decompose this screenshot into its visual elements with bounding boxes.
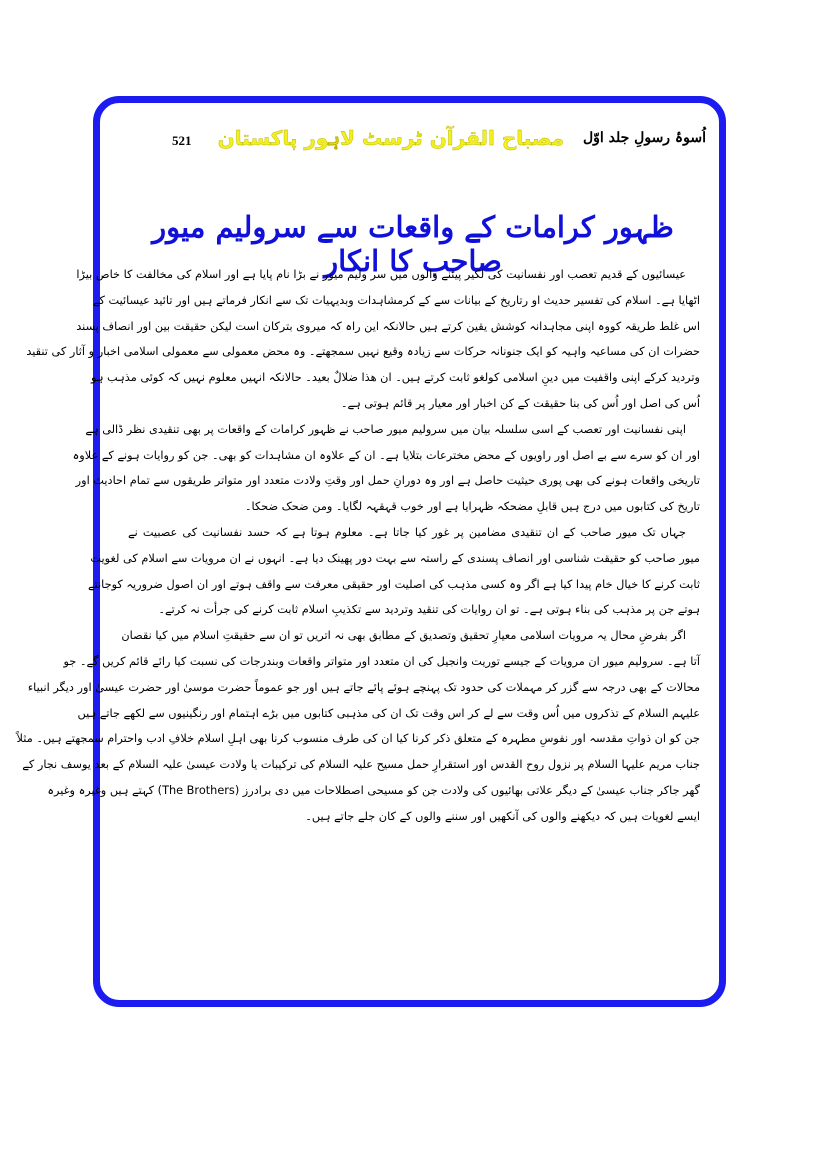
page-number: 521	[172, 133, 192, 148]
text-line: میور صاحب کو حقیقت شناسی اور انصاف پسندی کے راستہ سے بہت دور پھینک دیا ہے۔ انہوں نے ان مرویات سے اسلام کی لغویت	[90, 551, 700, 565]
text-line: جناب مریم علیہا السلام پر نزول روح القدس اور استقرارِ حمل مسیح علیہ السلام کی ترکیبات یا ولادت عیسیٰ علیہ السلام کے بعد یوسف نجار کے	[22, 758, 700, 772]
body-text	[16, 262, 700, 830]
publisher-name: مصباح القرآن ٹرسٹ لاہور پاکستان	[217, 126, 564, 150]
text-line: ثابت کرنے کا خیال خام پیدا کیا ہے اگر وہ کسی مذہب کی اصلیت اور حقیقی معرفت سے واقف ہوتے اور ان اصول ضروریہ کوجانتے	[88, 577, 700, 591]
text-line: تاریخی واقعات ہونے کی بھی پوری حیثیت حاصل ہے اور وہ دورانِ حمل اور وقتِ ولادت متعدد اور متواتر طریقوں سے تمام احادیث اور	[75, 474, 700, 488]
text-line: جہاں تک میور صاحب کے ان تنقیدی مضامین پر غور کیا جاتا ہے۔ معلوم ہوتا ہے کہ حسد نفسانیت کی عصبیت نے	[128, 525, 686, 539]
text-line: وتردید کرکے اپنی واقفیت میں دینِ اسلامی کولغو ثابت کرتے ہیں۔ ان ھذا ضلالٌ بعید۔ حالانکہ انہیں معلوم نہیں کہ کوئی مذہب ہو	[91, 371, 700, 385]
text-line: اس غلط طریقہ کووہ اپنی مجاہدانہ کوشش یقین کرتے ہیں حالانکہ این راہ کہ میروی بترکان است لیکن حقیقت بین اور انصاف پسند	[76, 319, 700, 333]
text-line: ایسے لغویات ہیں کہ دیکھنے والوں کی آنکھیں اور سننے والوں کے کان جلے جاتے ہیں۔	[305, 809, 700, 823]
text-line: تاریخ کی کتابوں میں درج ہیں قابلِ مضحکہ ظہرایا ہے اور خوب قہقہہ لگایا۔ ومن ضحک ضحکا۔	[244, 500, 700, 514]
text-line: اُس کی اصل اور اُس کی بنا حقیقت کے کن اخبار اور معیار پر قائم ہوتی ہے۔	[340, 396, 700, 410]
text-line: اور ان کو سرے سے بے اصل اور راویوں کے محض مخترعات بتلایا ہے۔ ان کے علاوہ ان مشاہدات کو بھی۔ جن کو روایات ہونے کے علاوہ	[72, 448, 700, 462]
text-line: اپنی نفسانیت اور تعصب کے اسی سلسلہ بیان میں سرولیم میور صاحب نے ظہور کرامات کے واقعات پر بھی تنقیدی نظر ڈالی ہے	[85, 422, 686, 436]
page-header	[120, 122, 706, 162]
text-line: گھر جاکر جناب عیسیٰ کے دیگر علاتی بھائیوں کی ولادت جن کو مسیحی اصطلاحات میں دی برادرز (The Brothers) کہتے ہیں وغیرہ وغیرہ	[47, 783, 700, 797]
text-line: عیسائیوں کے قدیم تعصب اور نفسانیت کی لکیر پیٹنے والوں میں سر ولیم میور نے بڑا نام پایا ہے اور اسلام کی مخالفت کا خاص بیڑا	[76, 268, 686, 281]
text-line: اٹھایا ہے۔ اسلام کی تفسیر حدیث او رتاریخ کے بیانات سے کے کرمشاہدات وبدیہیات تک سے انکار فرماتے ہیں اور تائید عیسائیت کے	[92, 293, 700, 307]
text-line: آتا ہے۔ سرولیم میور ان مرویات کے جیسے توریت وانجیل کی ان متعدد اور متواتر واقعات وبندرجات کی نسبت کیا رائے قائم کریں گے۔ جو	[63, 654, 700, 668]
text-line: علیہم السلام کے تذکروں میں اُس وقت سے لے کر اس وقت تک ان کی مذہبی کتابوں میں بڑے اہتمام اور رنگینیوں سے لکھے جاتے ہیں	[77, 706, 700, 720]
text-line: محالات کے بھی درجہ سے گزر کر مہملات کی حدود تک پہنچے ہوئے پائے جاتے ہیں اور جو عموماً حضرت موسیٰ اور حضرت عیسیٰ اور دیگر انبیاء	[27, 680, 700, 694]
text-line: حضرات ان کی مساعیہ واہیہ کو ایک جنونانہ حرکات سے زیادہ وقیع نہیں سمجھتے۔ وہ محض معمولی سے معمولی اسلامی اخبار و آثار کی تنقید	[26, 345, 700, 359]
text-line: ہوتے جن پر مذہب کی بناء ہوتی ہے۔ تو ان روایات کی تنقید وتردید سے تکذیبِ اسلام ثابت کرنے کی جرأت نہ کرتے۔	[158, 603, 700, 617]
book-title: اُسوۂ رسولِ جلد اوّل	[582, 130, 706, 146]
text-line: اگر بفرضِ محال یہ مرویات اسلامی معیارِ تحقیق وتصدیق کے مطابق بھی نہ اتریں تو ان سے حقیقتِ اسلام میں کیا نقصان	[121, 629, 686, 643]
chapter-title: ظہور کرامات کے واقعات سے سرولیم میور صاحب کا انکار	[152, 210, 674, 278]
text-line: جن کو ان ذواتِ مقدسہ اور نفوسِ مطہرہ کے متعلق ذکر کرنا کیا ان کی طرف منسوب کرنا بھی اہلِ اسلام خلافِ ادب واحترام سمجھتے ہیں۔ مثلاً	[16, 732, 700, 746]
